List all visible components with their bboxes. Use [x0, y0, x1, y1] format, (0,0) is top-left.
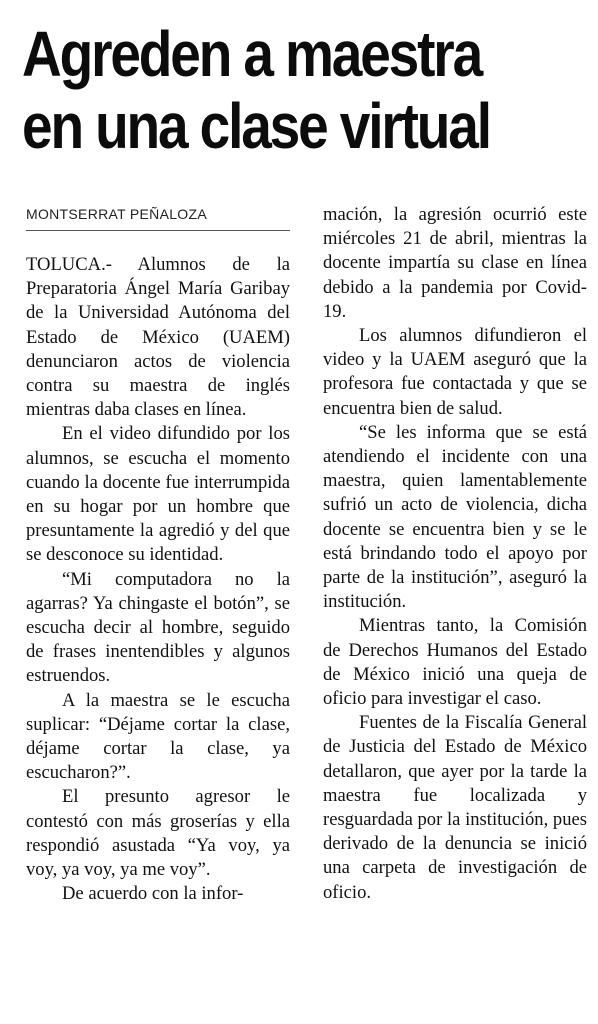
article-paragraph: El presunto agresor le contestó con más groserías y ella respondió asustada “Ya voy, ya voy, ya voy, ya me voy”.: [26, 786, 290, 881]
article-paragraph: Los alumnos difundieron el video y la UAEM aseguró que la profesora fue contactada y que se encuentra bien de salud.: [323, 325, 587, 419]
article-paragraph: A la maestra se le escucha suplicar: “Déjame cortar la clase, déjame cortar la clase, ya escucharon?”.: [26, 689, 290, 784]
article-column-left: [26, 253, 290, 906]
article-paragraph: “Mi computadora no la agarras? Ya chingaste el botón”, se escucha decir al hombre, seguido de frases inentendibles y algunos estruendos.: [26, 568, 290, 687]
article-paragraph: TOLUCA.- Alumnos de la Preparatoria Ángel María Garibay de la Universidad Autónoma del Estado de México (UAEM) denunciaron actos de violencia contra su maestra de inglés mientras daba clases en línea.: [26, 254, 290, 421]
article-paragraph: “Se les informa que se está atendiendo el incidente con una maestra, quien lamentablemente sufrió un acto de violencia, dicha docente se encuentra bien y se le está brindando todo el apoyo por parte de la institución”, aseguró la institución.: [323, 421, 587, 613]
article-paragraph: De acuerdo con la infor-: [62, 883, 244, 905]
article-column-right: [323, 203, 587, 905]
headline-line-1: Agreden a maestra: [22, 18, 482, 90]
article-paragraph: mación, la agresión ocurrió este miércoles 21 de abril, mientras la docente impartía su clase en línea debido a la pandemia por Covid-19.: [323, 204, 587, 322]
article-paragraph: En el video difundido por los alumnos, se escucha el momento cuando la docente fue interrumpida en su hogar por un hombre que presuntamente la agredió y del que se desconoce su identidad.: [26, 423, 290, 566]
byline: MONTSERRAT PEÑALOZA: [26, 206, 290, 231]
article-paragraph: Fuentes de la Fiscalía General de Justicia del Estado de México detallaron, que ayer por la tarde la maestra fue localizada y resguardada por la institución, pues derivado de la denuncia se inició una carpeta de investigación de oficio.: [323, 712, 587, 903]
article-paragraph: Mientras tanto, la Comisión de Derechos Humanos del Estado de México inició una queja de oficio para investigar el caso.: [323, 615, 587, 710]
headline: [22, 18, 512, 162]
headline-line-2: en una clase virtual: [22, 90, 490, 162]
